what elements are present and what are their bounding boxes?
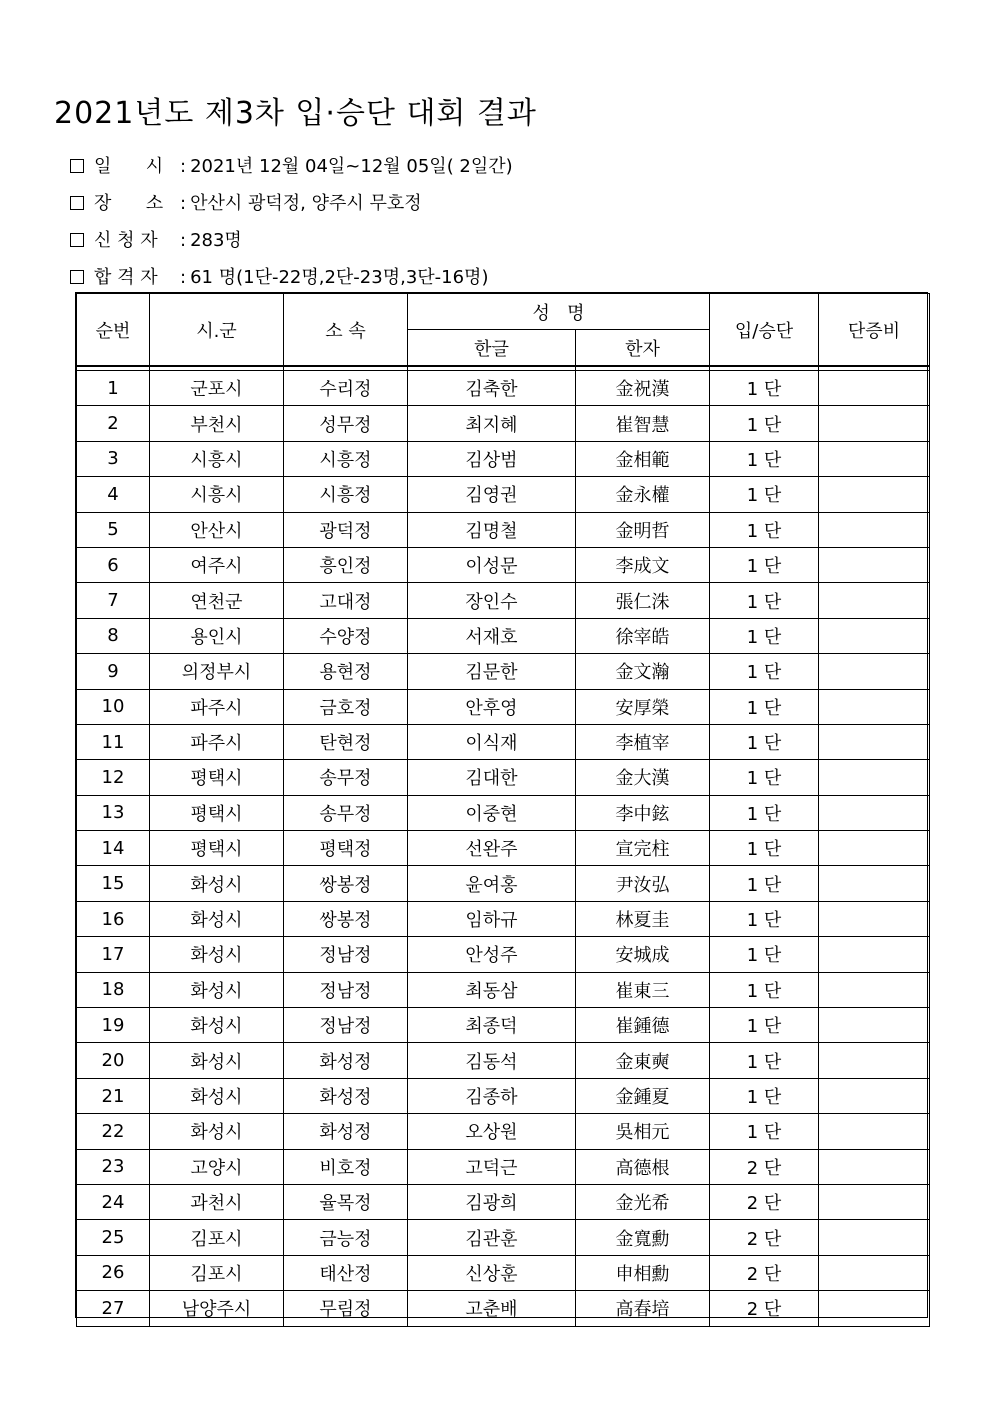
cell-hanja: 金永權 — [576, 477, 710, 512]
cell-hanja: 高春培 — [576, 1291, 710, 1326]
cell-fee — [819, 1078, 930, 1113]
cell-club: 탄현정 — [284, 724, 408, 759]
cell-hangul: 이식재 — [408, 724, 576, 759]
cell-city: 파주시 — [150, 689, 284, 724]
cell-hangul: 선완주 — [408, 831, 576, 866]
cell-hanja: 金寬勳 — [576, 1220, 710, 1255]
cell-hangul: 신상훈 — [408, 1255, 576, 1290]
info-label: 합 격 자 — [94, 267, 158, 288]
cell-hangul: 고덕근 — [408, 1149, 576, 1184]
cell-rank: 1 단 — [710, 831, 819, 866]
cell-no: 7 — [77, 583, 150, 618]
table-row — [77, 618, 930, 653]
table-row — [77, 1043, 930, 1078]
table-row — [77, 1220, 930, 1255]
header-hangul: 한글 — [408, 330, 576, 367]
cell-rank: 2 단 — [710, 1220, 819, 1255]
cell-hanja: 金文瀚 — [576, 654, 710, 689]
header-rank: 입/승단 — [710, 294, 819, 367]
table-row — [77, 972, 930, 1007]
cell-hangul: 김명철 — [408, 512, 576, 547]
cell-no: 2 — [77, 406, 150, 441]
table-row — [77, 583, 930, 618]
cell-no: 1 — [77, 371, 150, 406]
cell-hangul: 김관훈 — [408, 1220, 576, 1255]
cell-hangul: 고춘배 — [408, 1291, 576, 1326]
cell-club: 시흥정 — [284, 477, 408, 512]
cell-hangul: 김상범 — [408, 441, 576, 476]
cell-club: 수양정 — [284, 618, 408, 653]
cell-city: 파주시 — [150, 724, 284, 759]
cell-club: 화성정 — [284, 1043, 408, 1078]
cell-hangul: 김동석 — [408, 1043, 576, 1078]
checkbox-square-icon — [70, 159, 84, 173]
cell-fee — [819, 972, 930, 1007]
cell-club: 평택정 — [284, 831, 408, 866]
cell-club: 화성정 — [284, 1114, 408, 1149]
cell-club: 광덕정 — [284, 512, 408, 547]
table-row — [77, 1291, 930, 1326]
cell-fee — [819, 406, 930, 441]
cell-hanja: 金東奭 — [576, 1043, 710, 1078]
info-value: 2021년 12월 04일~12월 05일( 2일간) — [190, 156, 513, 177]
table-row — [77, 689, 930, 724]
cell-hangul: 김광희 — [408, 1184, 576, 1219]
cell-rank: 1 단 — [710, 724, 819, 759]
cell-rank: 1 단 — [710, 972, 819, 1007]
cell-hanja: 安城成 — [576, 937, 710, 972]
info-value: 283명 — [190, 230, 242, 251]
cell-city: 용인시 — [150, 618, 284, 653]
cell-hanja: 安厚榮 — [576, 689, 710, 724]
checkbox-square-icon — [70, 270, 84, 284]
cell-no: 20 — [77, 1043, 150, 1078]
cell-hangul: 안후영 — [408, 689, 576, 724]
cell-fee — [819, 371, 930, 406]
cell-city: 평택시 — [150, 760, 284, 795]
cell-club: 쌍봉정 — [284, 901, 408, 936]
header-hanja: 한자 — [576, 330, 710, 367]
cell-fee — [819, 512, 930, 547]
cell-no: 10 — [77, 689, 150, 724]
table-row — [77, 1008, 930, 1043]
cell-fee — [819, 937, 930, 972]
cell-club: 흥인정 — [284, 547, 408, 582]
cell-city: 과천시 — [150, 1184, 284, 1219]
info-applicants: 신 청 자 : 283명 — [70, 226, 242, 252]
cell-no: 4 — [77, 477, 150, 512]
cell-no: 24 — [77, 1184, 150, 1219]
cell-fee — [819, 866, 930, 901]
info-label: 일 시 — [94, 156, 164, 177]
cell-club: 태산정 — [284, 1255, 408, 1290]
cell-hanja: 尹汝弘 — [576, 866, 710, 901]
cell-fee — [819, 1043, 930, 1078]
cell-no: 13 — [77, 795, 150, 830]
cell-no: 19 — [77, 1008, 150, 1043]
cell-rank: 1 단 — [710, 371, 819, 406]
cell-club: 정남정 — [284, 937, 408, 972]
cell-no: 23 — [77, 1149, 150, 1184]
cell-no: 12 — [77, 760, 150, 795]
cell-fee — [819, 1114, 930, 1149]
header-name: 성 명 — [408, 294, 710, 330]
cell-hanja: 李中鉉 — [576, 795, 710, 830]
cell-hanja: 崔東三 — [576, 972, 710, 1007]
cell-city: 군포시 — [150, 371, 284, 406]
cell-hangul: 김종하 — [408, 1078, 576, 1113]
cell-no: 27 — [77, 1291, 150, 1326]
cell-rank: 1 단 — [710, 937, 819, 972]
table-row — [77, 760, 930, 795]
table-row — [77, 866, 930, 901]
cell-rank: 2 단 — [710, 1291, 819, 1326]
cell-hanja: 徐宰皓 — [576, 618, 710, 653]
cell-club: 금능정 — [284, 1220, 408, 1255]
cell-fee — [819, 689, 930, 724]
results-table — [76, 293, 930, 1327]
cell-city: 시흥시 — [150, 441, 284, 476]
cell-fee — [819, 1291, 930, 1326]
cell-fee — [819, 547, 930, 582]
cell-city: 화성시 — [150, 866, 284, 901]
cell-hangul: 임하규 — [408, 901, 576, 936]
cell-hangul: 장인수 — [408, 583, 576, 618]
cell-rank: 1 단 — [710, 1043, 819, 1078]
cell-rank: 1 단 — [710, 477, 819, 512]
table-row — [77, 477, 930, 512]
cell-rank: 1 단 — [710, 618, 819, 653]
cell-fee — [819, 1008, 930, 1043]
cell-rank: 1 단 — [710, 441, 819, 476]
header-no: 순번 — [77, 294, 150, 367]
cell-hangul: 김문한 — [408, 654, 576, 689]
cell-no: 18 — [77, 972, 150, 1007]
cell-no: 25 — [77, 1220, 150, 1255]
cell-hangul: 윤여홍 — [408, 866, 576, 901]
table-row — [77, 724, 930, 759]
cell-no: 3 — [77, 441, 150, 476]
table-row — [77, 654, 930, 689]
checkbox-square-icon — [70, 233, 84, 247]
cell-hangul: 최종덕 — [408, 1008, 576, 1043]
cell-hangul: 이중현 — [408, 795, 576, 830]
cell-fee — [819, 831, 930, 866]
page-title: 2021년도 제3차 입·승단 대회 결과 — [54, 96, 537, 131]
cell-club: 율목정 — [284, 1184, 408, 1219]
cell-hangul: 서재호 — [408, 618, 576, 653]
cell-city: 화성시 — [150, 972, 284, 1007]
cell-hanja: 金鍾夏 — [576, 1078, 710, 1113]
cell-hanja: 崔鍾德 — [576, 1008, 710, 1043]
cell-club: 쌍봉정 — [284, 866, 408, 901]
cell-rank: 1 단 — [710, 547, 819, 582]
table-row — [77, 547, 930, 582]
table-row — [77, 1255, 930, 1290]
cell-fee — [819, 1149, 930, 1184]
cell-hanja: 李植宰 — [576, 724, 710, 759]
table-row — [77, 1078, 930, 1113]
cell-hanja: 金大漢 — [576, 760, 710, 795]
info-place: 장 소 : 안산시 광덕정, 양주시 무호정 — [70, 189, 422, 215]
cell-no: 6 — [77, 547, 150, 582]
cell-hangul: 김축한 — [408, 371, 576, 406]
table-row — [77, 371, 930, 406]
cell-no: 17 — [77, 937, 150, 972]
cell-city: 화성시 — [150, 937, 284, 972]
cell-rank: 1 단 — [710, 512, 819, 547]
cell-club: 화성정 — [284, 1078, 408, 1113]
cell-club: 고대정 — [284, 583, 408, 618]
cell-city: 화성시 — [150, 901, 284, 936]
cell-club: 송무정 — [284, 795, 408, 830]
info-label: 신 청 자 — [94, 230, 158, 251]
cell-fee — [819, 618, 930, 653]
cell-city: 시흥시 — [150, 477, 284, 512]
cell-no: 16 — [77, 901, 150, 936]
cell-city: 화성시 — [150, 1043, 284, 1078]
cell-club: 금호정 — [284, 689, 408, 724]
info-label: 장 소 — [94, 193, 164, 214]
cell-fee — [819, 583, 930, 618]
cell-hangul: 안성주 — [408, 937, 576, 972]
cell-no: 9 — [77, 654, 150, 689]
cell-no: 14 — [77, 831, 150, 866]
cell-rank: 1 단 — [710, 901, 819, 936]
cell-hanja: 申相勳 — [576, 1255, 710, 1290]
cell-city: 남양주시 — [150, 1291, 284, 1326]
header-fee: 단증비 — [819, 294, 930, 367]
cell-hanja: 崔智慧 — [576, 406, 710, 441]
cell-rank: 1 단 — [710, 406, 819, 441]
table-row — [77, 406, 930, 441]
cell-rank: 1 단 — [710, 760, 819, 795]
cell-no: 21 — [77, 1078, 150, 1113]
cell-no: 8 — [77, 618, 150, 653]
cell-club: 정남정 — [284, 972, 408, 1007]
cell-hanja: 高德根 — [576, 1149, 710, 1184]
cell-no: 22 — [77, 1114, 150, 1149]
table-row — [77, 795, 930, 830]
cell-rank: 2 단 — [710, 1184, 819, 1219]
cell-no: 5 — [77, 512, 150, 547]
cell-city: 화성시 — [150, 1008, 284, 1043]
cell-city: 의정부시 — [150, 654, 284, 689]
cell-rank: 2 단 — [710, 1255, 819, 1290]
cell-no: 26 — [77, 1255, 150, 1290]
cell-city: 김포시 — [150, 1255, 284, 1290]
cell-rank: 1 단 — [710, 654, 819, 689]
table-row — [77, 937, 930, 972]
cell-hanja: 李成文 — [576, 547, 710, 582]
cell-hanja: 金光希 — [576, 1184, 710, 1219]
cell-city: 여주시 — [150, 547, 284, 582]
header-city: 시.군 — [150, 294, 284, 367]
cell-city: 부천시 — [150, 406, 284, 441]
table-row — [77, 1184, 930, 1219]
cell-hanja: 吳相元 — [576, 1114, 710, 1149]
checkbox-square-icon — [70, 196, 84, 210]
cell-hanja: 金祝漢 — [576, 371, 710, 406]
cell-rank: 1 단 — [710, 1114, 819, 1149]
cell-club: 성무정 — [284, 406, 408, 441]
cell-city: 화성시 — [150, 1114, 284, 1149]
cell-fee — [819, 901, 930, 936]
cell-rank: 1 단 — [710, 866, 819, 901]
cell-city: 고양시 — [150, 1149, 284, 1184]
cell-hanja: 金相範 — [576, 441, 710, 476]
cell-club: 시흥정 — [284, 441, 408, 476]
cell-hangul: 오상원 — [408, 1114, 576, 1149]
cell-fee — [819, 724, 930, 759]
info-passed: 합 격 자 : 61 명(1단-22명,2단-23명,3단-16명) — [70, 263, 488, 289]
cell-fee — [819, 1184, 930, 1219]
table-row — [77, 1114, 930, 1149]
cell-city: 화성시 — [150, 1078, 284, 1113]
cell-fee — [819, 477, 930, 512]
cell-club: 송무정 — [284, 760, 408, 795]
cell-hangul: 최지혜 — [408, 406, 576, 441]
cell-hanja: 金明哲 — [576, 512, 710, 547]
cell-hangul: 최동삼 — [408, 972, 576, 1007]
cell-club: 용현정 — [284, 654, 408, 689]
cell-hangul: 김대한 — [408, 760, 576, 795]
cell-rank: 1 단 — [710, 583, 819, 618]
table-row — [77, 901, 930, 936]
cell-hangul: 김영권 — [408, 477, 576, 512]
cell-fee — [819, 760, 930, 795]
cell-club: 비호정 — [284, 1149, 408, 1184]
cell-club: 수리정 — [284, 371, 408, 406]
cell-rank: 1 단 — [710, 1078, 819, 1113]
cell-city: 김포시 — [150, 1220, 284, 1255]
cell-city: 평택시 — [150, 795, 284, 830]
cell-fee — [819, 1255, 930, 1290]
cell-city: 평택시 — [150, 831, 284, 866]
cell-hangul: 이성문 — [408, 547, 576, 582]
header-club: 소 속 — [284, 294, 408, 367]
cell-no: 15 — [77, 866, 150, 901]
cell-club: 무림정 — [284, 1291, 408, 1326]
cell-rank: 1 단 — [710, 795, 819, 830]
table-row — [77, 831, 930, 866]
cell-rank: 2 단 — [710, 1149, 819, 1184]
cell-hanja: 林夏圭 — [576, 901, 710, 936]
cell-city: 연천군 — [150, 583, 284, 618]
cell-fee — [819, 795, 930, 830]
table-row — [77, 1149, 930, 1184]
info-value: 61 명(1단-22명,2단-23명,3단-16명) — [190, 267, 489, 288]
cell-hanja: 宣完柱 — [576, 831, 710, 866]
cell-rank: 1 단 — [710, 689, 819, 724]
table-row — [77, 512, 930, 547]
cell-city: 안산시 — [150, 512, 284, 547]
cell-no: 11 — [77, 724, 150, 759]
info-date: 일 시 : 2021년 12월 04일~12월 05일( 2일간) — [70, 152, 513, 178]
cell-fee — [819, 1220, 930, 1255]
table-row — [77, 441, 930, 476]
cell-rank: 1 단 — [710, 1008, 819, 1043]
info-value: 안산시 광덕정, 양주시 무호정 — [190, 193, 422, 214]
cell-club: 정남정 — [284, 1008, 408, 1043]
cell-fee — [819, 654, 930, 689]
cell-hanja: 張仁洙 — [576, 583, 710, 618]
cell-fee — [819, 441, 930, 476]
